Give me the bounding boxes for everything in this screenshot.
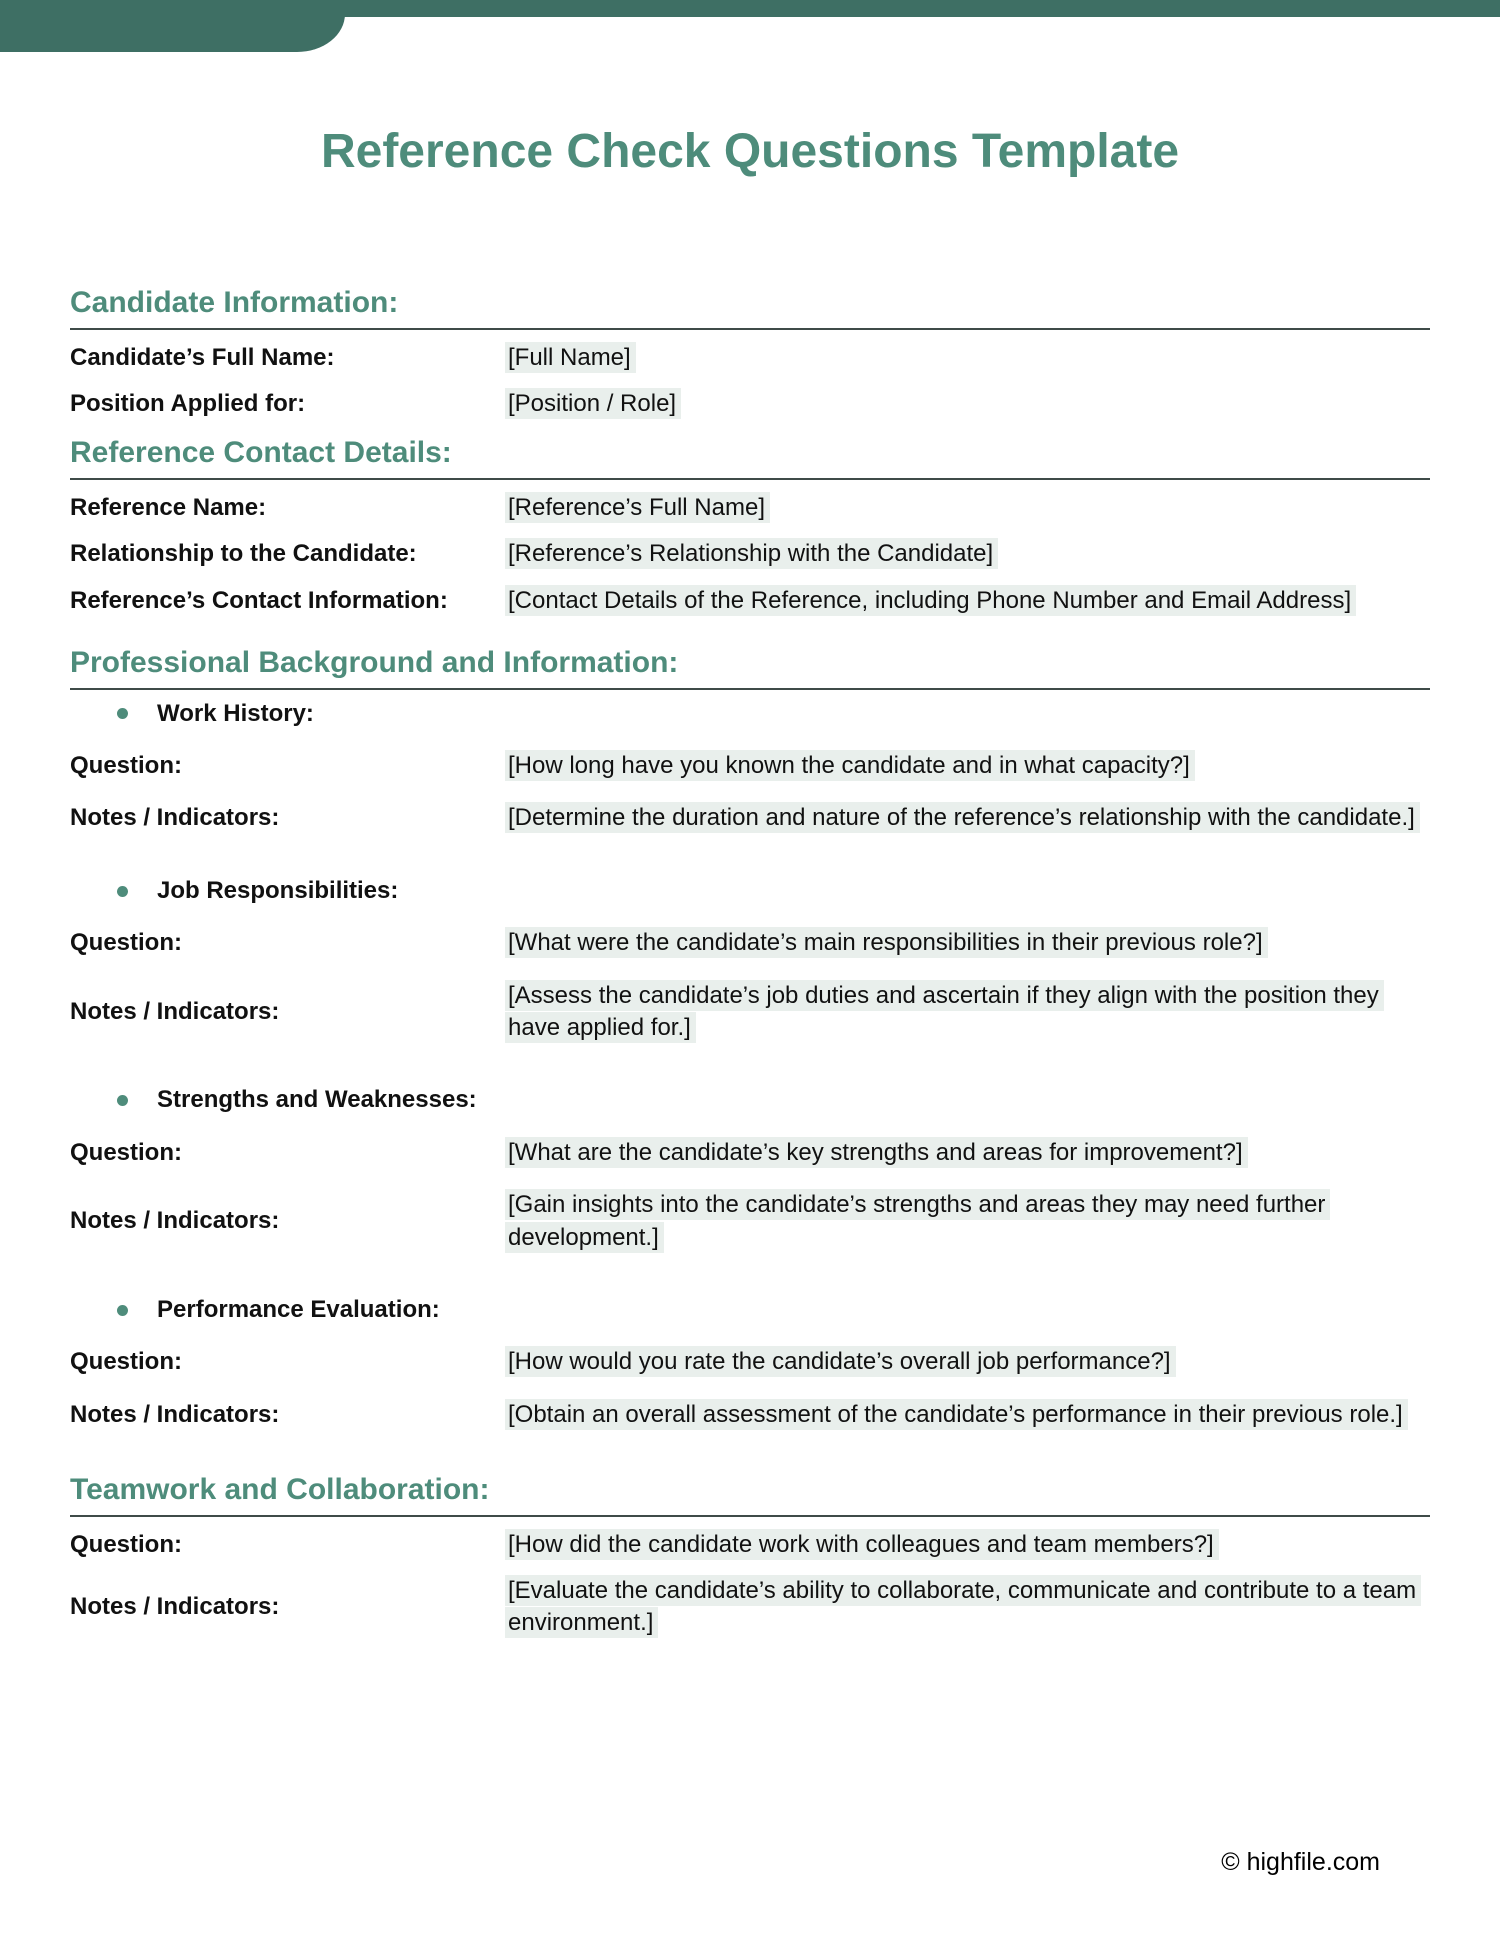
placeholder-full-name[interactable]: [Full Name] — [505, 342, 636, 373]
placeholder-relationship[interactable]: [Reference’s Relationship with the Candidate] — [505, 538, 998, 569]
section-candidate-information — [70, 284, 1430, 420]
field-value — [505, 980, 1430, 1045]
topic-block-strengths-weaknesses — [70, 1084, 1430, 1254]
topic-bullet-line — [70, 698, 1430, 730]
field-value — [505, 1189, 1430, 1254]
field-row-contact-information — [70, 585, 1430, 617]
field-value — [505, 1575, 1430, 1640]
bullet-icon — [117, 1305, 128, 1316]
field-label: Position Applied for: — [70, 390, 306, 418]
topic-block-performance-evaluation — [70, 1294, 1430, 1431]
question-label: Question: — [70, 752, 182, 780]
field-value — [505, 342, 1430, 374]
section-heading-candidate-information: Candidate Information: — [70, 286, 399, 320]
field-row-position-applied — [70, 388, 1430, 420]
question-label: Question: — [70, 929, 182, 957]
notes-row — [70, 980, 1430, 1045]
notes-label: Notes / Indicators: — [70, 1207, 280, 1235]
placeholder-position-role[interactable]: [Position / Role] — [505, 388, 681, 419]
placeholder-notes-job-responsibilities[interactable]: [Assess the candidate’s job duties and ascertain if they align with the position they have applied for.] — [505, 980, 1384, 1043]
field-label: Reference’s Contact Information: — [70, 586, 448, 614]
question-row — [70, 927, 1430, 959]
notes-row — [70, 1575, 1430, 1640]
field-value — [505, 750, 1430, 782]
section-heading-reference-contact: Reference Contact Details: — [70, 436, 452, 470]
question-row — [70, 1346, 1430, 1378]
section-heading-teamwork: Teamwork and Collaboration: — [70, 1473, 490, 1507]
placeholder-contact-details[interactable]: [Contact Details of the Reference, including Phone Number and Email Address] — [505, 585, 1356, 616]
placeholder-question-strengths-weaknesses[interactable]: [What are the candidate’s key strengths and areas for improvement?] — [505, 1137, 1248, 1168]
field-value — [505, 388, 1430, 420]
bullet-icon — [117, 708, 128, 719]
field-row-candidate-name — [70, 342, 1430, 374]
field-label: Reference Name: — [70, 493, 267, 521]
field-row-relationship — [70, 538, 1430, 570]
topic-block-work-history — [70, 698, 1430, 835]
question-label: Question: — [70, 1138, 182, 1166]
question-label: Question: — [70, 1348, 182, 1376]
placeholder-question-work-history[interactable]: [How long have you known the candidate and in what capacity?] — [505, 750, 1195, 781]
section-heading-professional-background: Professional Background and Information: — [70, 646, 679, 680]
topic-title: Work History: — [157, 699, 314, 727]
placeholder-notes-work-history[interactable]: [Determine the duration and nature of the reference’s relationship with the candidate.] — [505, 802, 1420, 833]
top-corner-tab — [0, 0, 345, 52]
bullet-icon — [117, 886, 128, 897]
field-label: Relationship to the Candidate: — [70, 540, 417, 568]
bullet-icon — [117, 1095, 128, 1106]
topic-title: Performance Evaluation: — [157, 1295, 440, 1323]
topic-block-job-responsibilities — [70, 875, 1430, 1045]
field-value — [505, 802, 1430, 834]
topic-bullet-line — [70, 1084, 1430, 1116]
placeholder-question-job-responsibilities[interactable]: [What were the candidate’s main responsibilities in their previous role?] — [505, 927, 1268, 958]
placeholder-notes-performance-evaluation[interactable]: [Obtain an overall assessment of the candidate’s performance in their previous role.] — [505, 1399, 1408, 1430]
topic-title: Strengths and Weaknesses: — [157, 1086, 477, 1114]
field-label: Candidate’s Full Name: — [70, 343, 335, 371]
question-row — [70, 750, 1430, 782]
field-value — [505, 1346, 1430, 1378]
question-row — [70, 1529, 1430, 1561]
field-row-reference-name — [70, 492, 1430, 524]
field-value — [505, 1529, 1430, 1561]
question-row — [70, 1137, 1430, 1169]
placeholder-question-performance-evaluation[interactable]: [How would you rate the candidate’s overall job performance?] — [505, 1346, 1176, 1377]
placeholder-notes-strengths-weaknesses[interactable]: [Gain insights into the candidate’s strengths and areas they may need further development.] — [505, 1189, 1330, 1252]
section-professional-background — [70, 644, 1430, 1431]
placeholder-notes-teamwork[interactable]: [Evaluate the candidate’s ability to collaborate, communicate and contribute to a team environment.] — [505, 1575, 1421, 1638]
placeholder-question-teamwork[interactable]: [How did the candidate work with colleagues and team members?] — [505, 1529, 1219, 1560]
topic-bullet-line — [70, 1294, 1430, 1326]
page-title: Reference Check Questions Template — [320, 125, 1180, 178]
notes-row — [70, 802, 1430, 834]
field-value — [505, 927, 1430, 959]
notes-label: Notes / Indicators: — [70, 997, 280, 1025]
notes-row — [70, 1399, 1430, 1431]
topic-title: Job Responsibilities: — [157, 876, 399, 904]
section-reference-contact-details — [70, 434, 1430, 617]
question-label: Question: — [70, 1530, 182, 1558]
notes-label: Notes / Indicators: — [70, 1593, 280, 1621]
section-teamwork-collaboration — [70, 1471, 1430, 1640]
placeholder-reference-name[interactable]: [Reference’s Full Name] — [505, 492, 770, 523]
field-value — [505, 1137, 1430, 1169]
field-value — [505, 538, 1430, 570]
field-value — [505, 1399, 1430, 1431]
notes-label: Notes / Indicators: — [70, 1400, 280, 1428]
copyright-footer: © highfile.com — [1221, 1848, 1380, 1876]
notes-label: Notes / Indicators: — [70, 804, 280, 832]
notes-row — [70, 1189, 1430, 1254]
field-value — [505, 492, 1430, 524]
field-value — [505, 585, 1430, 617]
topic-bullet-line — [70, 875, 1430, 907]
